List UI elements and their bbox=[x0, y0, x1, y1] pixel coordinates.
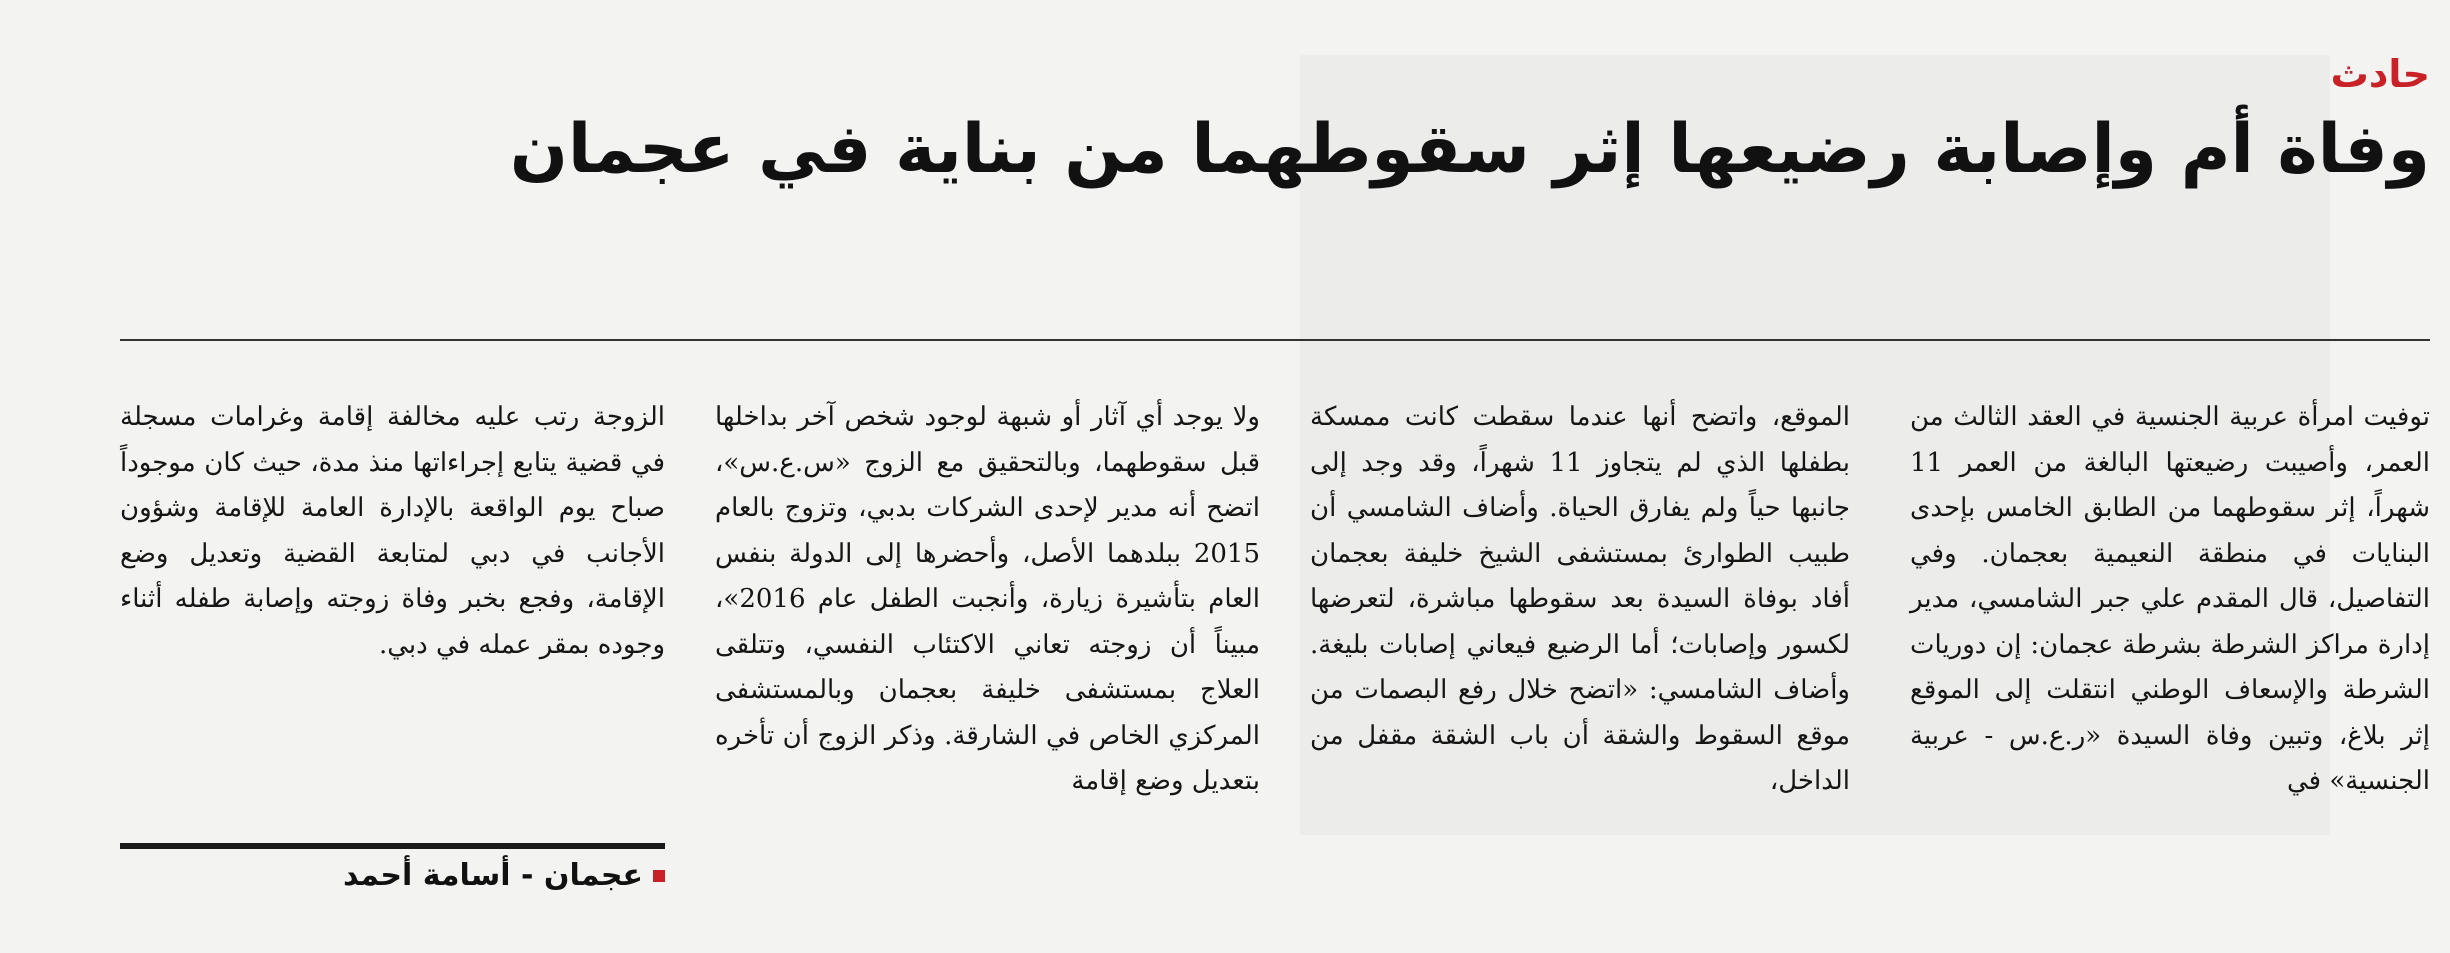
column-4-text: الزوجة رتب عليه مخالفة إقامة وغرامات مسجلة في قضية يتابع إجراءاتها منذ مدة، حيث كان موجوداً صباح يوم الواقعة بالإدارة العامة للإقامة وشؤون الأجانب في دبي لمتابعة القضية وتعديل وضع الإقامة، وفجع بخبر وفاة زوجته وإصابة طفله أثناء وجوده بمقر عمله في دبي. bbox=[120, 402, 665, 660]
headline-divider bbox=[120, 339, 2430, 341]
column-2-text: الموقع، واتضح أنها عندما سقطت كانت ممسكة بطفلها الذي لم يتجاوز 11 شهراً، وقد وجد إلى جانبها حياً ولم يفارق الحياة. وأضاف الشامسي أن طبيب الطوارئ بمستشفى الشيخ خليفة بعجمان أفاد بوفاة السيدة بعد سقوطها مباشرة، لتعرضها لكسور وإصابات؛ أما الرضيع فيعاني إصابات بليغة. وأضاف الشامسي: «اتضح خلال رفع البصمات من موقع السقوط والشقة أن باب الشقة مقفل من الداخل، bbox=[1310, 402, 1851, 796]
article-column-2 bbox=[1310, 395, 1850, 805]
article-column-1 bbox=[1910, 395, 2430, 805]
article-column-3 bbox=[715, 395, 1260, 805]
byline-divider bbox=[120, 843, 665, 849]
article-kicker: حادث bbox=[2330, 52, 2430, 96]
byline-text: عجمان - أسامة أحمد bbox=[342, 858, 643, 893]
column-1-text: توفيت امرأة عربية الجنسية في العقد الثالث من العمر، وأصيبت رضيعتها البالغة من العمر 11 شهراً، إثر سقوطهما من الطابق الخامس بإحدى البنايات في منطقة النعيمية بعجمان. وفي التفاصيل، قال المقدم علي جبر الشامسي، مدير إدارة مراكز الشرطة بشرطة عجمان: إن دوريات الشرطة والإسعاف الوطني انتقلت إلى الموقع إثر بلاغ، وتبين وفاة السيدة «ر.ع.س - عربية الجنسية» في bbox=[1910, 402, 2430, 796]
byline-square-icon bbox=[653, 870, 665, 882]
column-3-text: ولا يوجد أي آثار أو شبهة لوجود شخص آخر بداخلها قبل سقوطهما، وبالتحقيق مع الزوج «س.ع.س»، اتضح أنه مدير لإحدى الشركات بدبي، وتزوج بالعام 2015 ببلدهما الأصل، وأحضرها إلى الدولة بنفس العام بتأشيرة زيارة، وأنجبت الطفل عام 2016»، مبيناً أن زوجته تعاني الاكتئاب النفسي، وتتلقى العلاج بمستشفى خليفة بعجمان وبالمستشفى المركزي الخاص في الشارقة. وذكر الزوج أن تأخره بتعديل وضع إقامة bbox=[715, 402, 1260, 796]
article-byline bbox=[120, 856, 665, 896]
article-column-4 bbox=[120, 395, 665, 668]
article-headline: وفاة أم وإصابة رضيعها إثر سقوطهما من بناية في عجمان bbox=[509, 110, 2430, 189]
news-clipping bbox=[60, 0, 2440, 953]
